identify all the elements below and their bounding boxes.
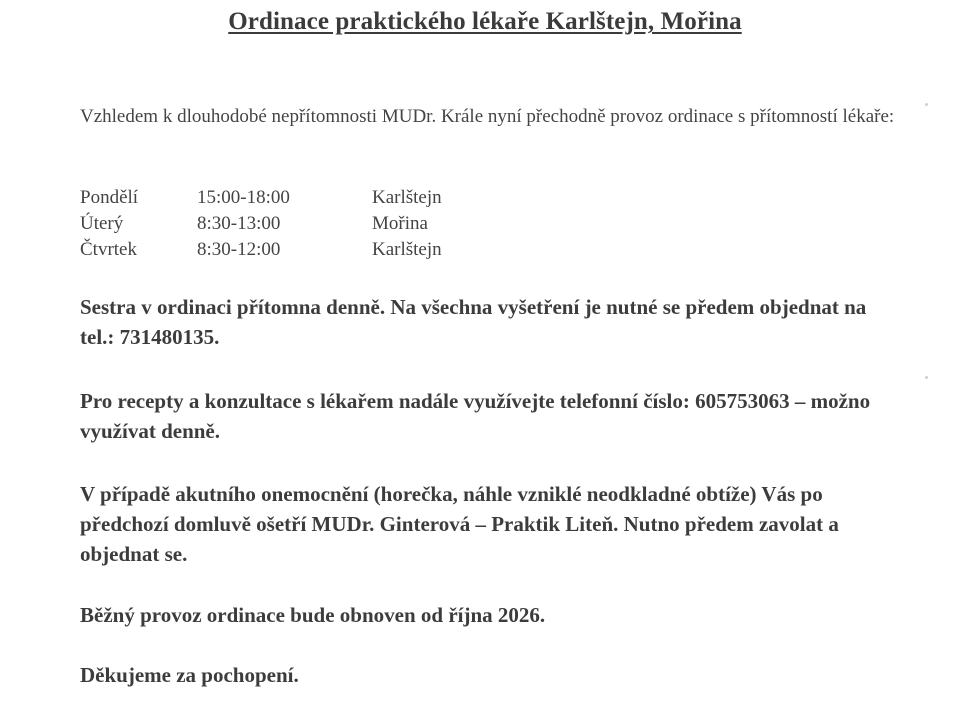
schedule-time: 8:30-13:00 (197, 213, 281, 234)
schedule-time: 8:30-12:00 (197, 239, 281, 260)
schedule-place: Karlštejn (372, 187, 442, 208)
page-title: Ordinace praktického lékaře Karlštejn, Mořina (228, 8, 742, 35)
intro-text: Vzhledem k dlouhodobé nepřítomnosti MUDr. Krále nyní přechodně provoz ordinace s přítomností lékaře: (80, 106, 895, 127)
reopening-paragraph: Běžný provoz ordinace bude obnoven od října 2026. (80, 603, 546, 627)
thanks-paragraph: Děkujeme za pochopení. (80, 663, 299, 687)
schedule-day: Úterý (80, 213, 124, 234)
scan-speck (925, 376, 928, 379)
schedule-place: Karlštejn (372, 239, 442, 260)
scan-speck (925, 103, 928, 106)
schedule-row (80, 185, 522, 211)
schedule-table (80, 185, 522, 263)
nurse-notice-paragraph: Sestra v ordinaci přítomna denně. Na všechna vyšetření je nutné se předem objednat na tel.: 731480135. (80, 295, 867, 349)
acute-illness-paragraph: V případě akutního onemocnění (horečka, náhle vzniklé neodkladné obtíže) Vás po předchozí domluvě ošetří MUDr. Ginterová – Praktik Liteň. Nutno předem zavolat a objednat se. (80, 482, 839, 566)
schedule-time: 15:00-18:00 (197, 187, 290, 208)
prescription-paragraph: Pro recepty a konzultace s lékařem nadále využívejte telefonní číslo: 605753063 – možno využívat denně. (80, 389, 871, 443)
schedule-day: Pondělí (80, 187, 139, 208)
schedule-row (80, 211, 522, 237)
schedule-day: Čtvrtek (80, 239, 137, 260)
schedule-place: Mořina (372, 213, 428, 234)
schedule-row (80, 237, 522, 263)
